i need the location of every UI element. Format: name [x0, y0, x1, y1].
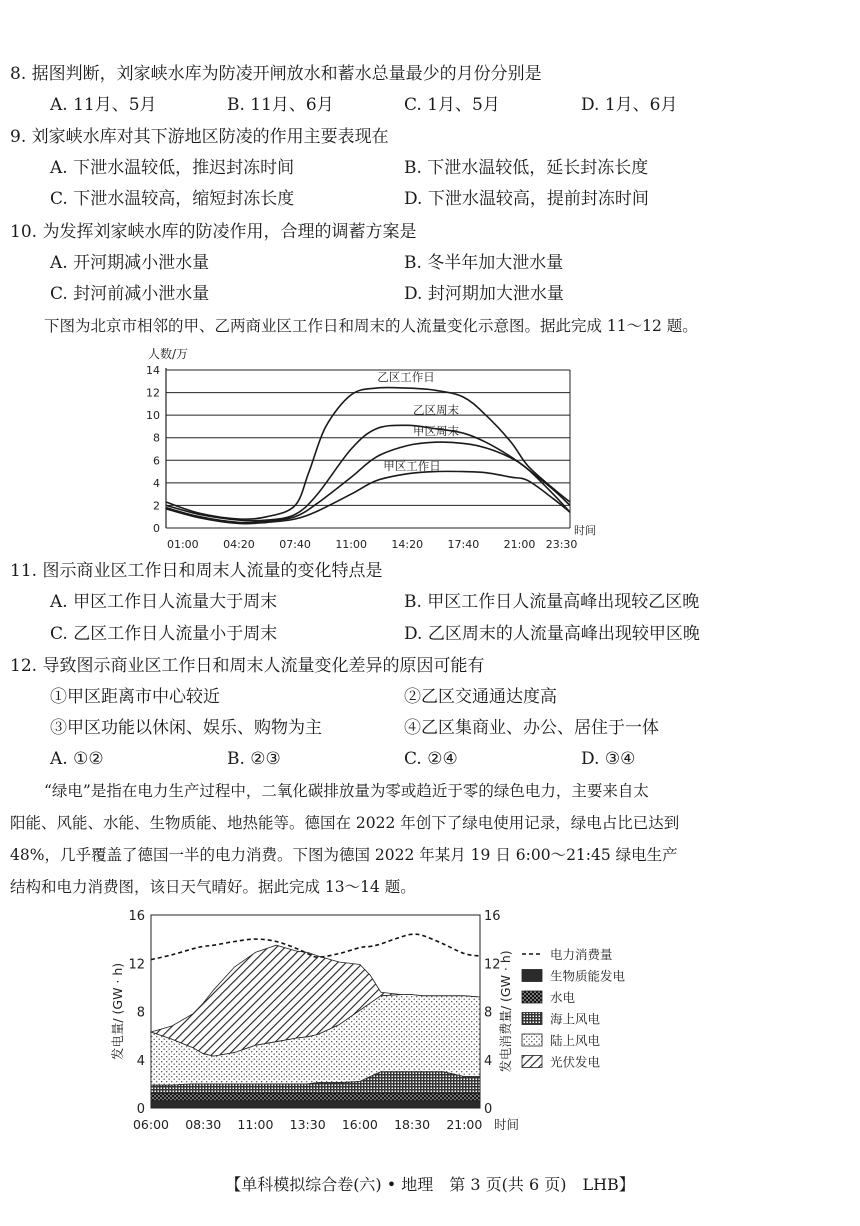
legend-label: 陆上风电 [550, 1033, 601, 1048]
q12-statement-2: ②乙区交通通达度高 [404, 687, 557, 707]
green-power-chart [108, 903, 648, 1135]
x-tick-label: 14:20 [391, 538, 424, 551]
y-tick-label: 0 [153, 522, 160, 535]
q10-option-b: B. 冬半年加大泄水量 [404, 253, 564, 273]
x-tick-label: 07:40 [279, 538, 311, 551]
q12-stem: 12. 导致图示商业区工作日和周末人流量变化差异的原因可能有 [10, 656, 485, 676]
series-label: 甲区工作日 [383, 459, 441, 473]
y-tick-label: 6 [153, 454, 160, 468]
legend-swatch [522, 1013, 542, 1025]
y2-tick-label: 12 [484, 957, 501, 973]
legend-label: 电力消费量 [550, 947, 613, 962]
y-tick-label: 4 [136, 1053, 145, 1069]
y-tick-label: 14 [146, 364, 160, 377]
q10-option-c: C. 封河前减小泄水量 [50, 284, 210, 304]
legend-label: 光伏发电 [550, 1054, 601, 1070]
q8-stem: 8. 据图判断，刘家峡水库为防凌开闸放水和蓄水总量最少的月份分别是 [10, 64, 542, 84]
q12-option-b: B. ②③ [227, 749, 281, 769]
q8-option-b: B. 11月、6月 [227, 95, 334, 115]
intro-11-12: 下图为北京市相邻的甲、乙两商业区工作日和周末的人流量变化示意图。据此完成 11～12 题。 [44, 317, 698, 335]
x-tick-label: 16:00 [341, 1117, 378, 1132]
series-label: 乙区周末 [413, 403, 459, 417]
q12-statement-4: ④乙区集商业、办公、居住于一体 [404, 718, 659, 738]
y-tick-label: 10 [146, 409, 160, 423]
y-tick-label: 16 [128, 909, 145, 924]
x-tick-label: 06:00 [132, 1117, 170, 1132]
q11-stem: 11. 图示商业区工作日和周末人流量的变化特点是 [10, 561, 383, 581]
q11-option-c: C. 乙区工作日人流量小于周末 [50, 624, 278, 644]
q12-option-c: C. ②④ [404, 749, 458, 769]
q10-option-a: A. 开河期减小泄水量 [50, 253, 210, 273]
y-tick-label: 8 [136, 1005, 145, 1021]
q9-option-a: A. 下泄水温较低，推迟封冻时间 [50, 158, 295, 178]
x-tick-label: 04:20 [223, 538, 255, 551]
q12-option-d: D. ③④ [581, 749, 636, 769]
x-axis-title: 时间 [574, 524, 596, 537]
q11-option-a: A. 甲区工作日人流量大于周末 [50, 592, 278, 612]
x-axis-title: 时间 [494, 1117, 520, 1132]
legend-label: 生物质能发电 [550, 968, 626, 984]
y2-tick-label: 16 [484, 909, 501, 924]
x-tick-label: 08:30 [185, 1117, 222, 1132]
q11-option-b: B. 甲区工作日人流量高峰出现较乙区晚 [404, 592, 700, 612]
x-tick-label: 21:00 [503, 538, 536, 551]
series-line [166, 471, 570, 523]
y2-tick-label: 4 [484, 1053, 493, 1069]
area-生物质能发电 [151, 1101, 480, 1108]
series-line [166, 387, 570, 519]
q9-option-c: C. 下泄水温较高，缩短封冻长度 [50, 189, 295, 209]
y-tick-label: 12 [146, 386, 160, 400]
q9-option-d: D. 下泄水温较高，提前封冻时间 [404, 189, 649, 209]
q8-option-c: C. 1月、5月 [404, 95, 500, 115]
area-水电 [151, 1094, 480, 1101]
intro-13-14-line4: 结构和电力消费图，该日天气晴好。据此完成 13～14 题。 [10, 878, 416, 896]
legend-swatch [522, 1056, 542, 1068]
q12-statement-3: ③甲区功能以休闲、娱乐、购物为主 [50, 718, 322, 738]
series-label: 乙区工作日 [377, 370, 435, 384]
q9-option-b: B. 下泄水温较低，延长封冻长度 [404, 158, 649, 178]
x-tick-label: 11:00 [335, 538, 368, 551]
x-tick-label: 01:00 [166, 538, 199, 551]
y2-tick-label: 0 [484, 1102, 493, 1117]
x-tick-label: 11:00 [237, 1117, 274, 1132]
y2-axis-title: 发电消费量/ (GW · h) [498, 950, 513, 1073]
legend-swatch [522, 1034, 542, 1046]
y-tick-label: 0 [136, 1102, 145, 1117]
legend-swatch [522, 970, 542, 982]
q12-statement-1: ①甲区距离市中心较近 [50, 687, 220, 707]
q11-option-d: D. 乙区周末的人流量高峰出现较甲区晚 [404, 624, 700, 644]
q8-option-d: D. 1月、6月 [581, 95, 678, 115]
x-tick-label: 13:30 [289, 1117, 326, 1132]
x-tick-label: 17:40 [447, 538, 480, 551]
y-tick-label: 12 [128, 957, 145, 973]
y2-tick-label: 8 [484, 1005, 493, 1021]
y-tick-label: 4 [153, 476, 160, 490]
legend-label: 水电 [550, 990, 576, 1005]
y-axis-title: 发电量/ (GW · h) [110, 962, 125, 1061]
q10-stem: 10. 为发挥刘家峡水库的防凌作用，合理的调蓄方案是 [10, 222, 417, 242]
intro-13-14-line3: 48%，几乎覆盖了德国一半的电力消费。下图为德国 2022 年某月 19 日 6:00～21:45 绿电生产 [10, 846, 678, 864]
x-tick-label: 23:30 [545, 538, 578, 551]
y-axis-title: 人数/万 [148, 347, 189, 361]
series-label: 甲区周末 [413, 424, 459, 438]
foot-traffic-chart [130, 342, 610, 554]
q10-option-d: D. 封河期加大泄水量 [404, 284, 564, 304]
q8-option-a: A. 11月、5月 [50, 95, 157, 115]
x-tick-label: 21:00 [446, 1117, 483, 1132]
y-tick-label: 2 [153, 499, 160, 513]
page-footer: 【单科模拟综合卷(六) • 地理 第 3 页(共 6 页) LHB】 [225, 1175, 635, 1194]
intro-13-14-line1: “绿电”是指在电力生产过程中，二氧化碳排放量为零或趋近于零的绿色电力，主要来自太 [44, 782, 649, 800]
q9-stem: 9. 刘家峡水库对其下游地区防凌的作用主要表现在 [10, 127, 389, 147]
x-tick-label: 18:30 [394, 1117, 431, 1132]
q12-option-a: A. ①② [50, 749, 104, 769]
legend-label: 海上风电 [550, 1011, 601, 1027]
y-tick-label: 8 [153, 431, 160, 445]
intro-13-14-line2: 阳能、风能、水能、生物质能、地热能等。德国在 2022 年创下了绿电使用记录，绿电占比已达到 [10, 814, 680, 832]
legend-swatch [522, 991, 542, 1003]
